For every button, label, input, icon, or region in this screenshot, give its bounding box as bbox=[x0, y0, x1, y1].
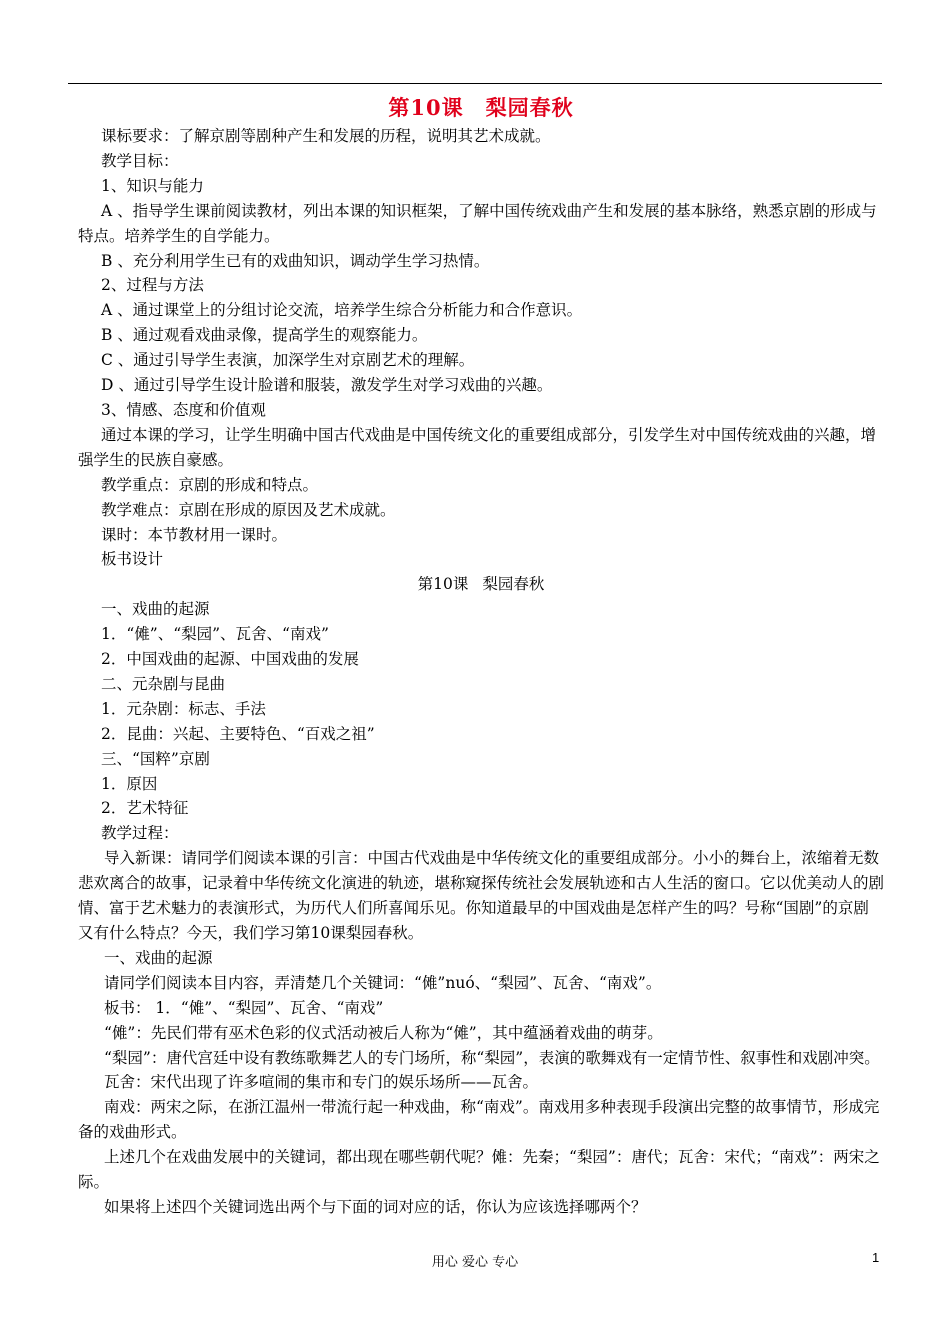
board-item: 2．中国戏曲的起源、中国戏曲的发展 bbox=[101, 650, 359, 669]
process-paragraph: 板书： 1．“傩”、“梨园”、瓦舍、“南戏” bbox=[104, 998, 384, 1017]
footer-motto: 用心 爱心 专心 bbox=[431, 1255, 519, 1270]
board-title-lesson: 第10课 bbox=[417, 575, 469, 594]
board-title-name: 梨园春秋 bbox=[482, 575, 545, 594]
goal-section-2: 2、过程与方法 bbox=[101, 276, 204, 295]
curriculum-requirement: 课标要求：了解京剧等剧种产生和发展的历程，说明其艺术成就。 bbox=[101, 127, 551, 145]
board-item: 2．昆曲：兴起、主要特色、“百戏之祖” bbox=[101, 724, 375, 743]
board-item: 一、戏曲的起源 bbox=[101, 600, 210, 619]
process-heading: 教学过程： bbox=[101, 824, 179, 843]
header-rule bbox=[68, 83, 882, 84]
board-item: 1．“傩”、“梨园”、瓦舍、“南戏” bbox=[101, 625, 329, 644]
board-item: 三、“国粹”京剧 bbox=[101, 749, 210, 768]
process-paragraph: 上述几个在戏曲发展中的关键词，都出现在哪些朝代呢？傩：先秦；“梨园”：唐代；瓦舍：宋代；“南戏”：两宋之际。 bbox=[78, 1148, 880, 1192]
page-title bbox=[78, 92, 884, 124]
board-design-heading: 板书设计 bbox=[101, 550, 164, 569]
teaching-goals-heading: 教学目标： bbox=[101, 151, 179, 170]
process-paragraph: “梨园”：唐代宫廷中设有教练歌舞艺人的专门场所，称“梨园”，表演的歌舞戏有一定情节性、叙事性和戏剧冲突。 bbox=[104, 1048, 880, 1067]
process-paragraph: 一、戏曲的起源 bbox=[104, 948, 213, 967]
title-name: 梨园春秋 bbox=[485, 95, 574, 120]
board-item: 2．艺术特征 bbox=[101, 799, 189, 818]
class-hours: 课时：本节教材用一课时。 bbox=[101, 525, 288, 544]
process-paragraph: “傩”：先民们带有巫术色彩的仪式活动被后人称为“傩”，其中蕴涵着戏曲的萌芽。 bbox=[104, 1023, 663, 1042]
board-item: 1．原因 bbox=[101, 774, 158, 793]
page-number: 1 bbox=[872, 1250, 880, 1265]
teaching-focus: 教学重点：京剧的形成和特点。 bbox=[101, 475, 319, 494]
goal-2a: A 、通过课堂上的分组讨论交流，培养学生综合分析能力和合作意识。 bbox=[101, 301, 583, 320]
goal-section-3: 3、情感、态度和价值观 bbox=[101, 400, 266, 419]
goal-3-text: 通过本课的学习，让学生明确中国古代戏曲是中国传统文化的重要组成部分，引发学生对中国传统戏曲的兴趣，增强学生的民族自豪感。 bbox=[78, 425, 877, 469]
title-lesson: 第10课 bbox=[388, 95, 464, 120]
board-title bbox=[78, 572, 884, 597]
process-paragraph: 如果将上述四个关键词选出两个与下面的词对应的话，你认为应该选择哪两个？ bbox=[104, 1197, 647, 1216]
goal-1a: A 、指导学生课前阅读教材，列出本课的知识框架，了解中国传统戏曲产生和发展的基本脉络，熟悉京剧的形成与特点。培养学生的自学能力。 bbox=[78, 201, 877, 245]
process-paragraph: 南戏：两宋之际，在浙江温州一带流行起一种戏曲，称“南戏”。南戏用多种表现手段演出完整的故事情节，形成完备的戏曲形式。 bbox=[78, 1098, 880, 1142]
goal-section-1: 1、知识与能力 bbox=[101, 176, 204, 195]
process-paragraph: 瓦舍：宋代出现了许多喧闹的集市和专门的娱乐场所——瓦舍。 bbox=[104, 1073, 539, 1092]
goal-2b: B 、通过观看戏曲录像，提高学生的观察能力。 bbox=[101, 326, 428, 345]
process-paragraph: 导入新课：请同学们阅读本课的引言：中国古代戏曲是中华传统文化的重要组成部分。小小的舞台上，浓缩着无数悲欢离合的故事，记录着中华传统文化演进的轨迹，堪称窥探传统社会发展轨迹和古人生活的窗口。它以优美动人的剧情、富于艺术魅力的表演形式，为历代人们所喜闻乐见。你知道最早的中国戏曲是怎样产生的吗？号称“国剧”的京剧又有什么特点？今天，我们学习第10课梨园春秋。 bbox=[78, 849, 885, 942]
process-paragraph: 请同学们阅读本目内容，弄清楚几个关键词：“傩”nuó、“梨园”、瓦舍、“南戏”。 bbox=[104, 973, 662, 992]
goal-2d: D 、通过引导学生设计脸谱和服装，激发学生对学习戏曲的兴趣。 bbox=[101, 376, 553, 395]
goal-2c: C 、通过引导学生表演，加深学生对京剧艺术的理解。 bbox=[101, 351, 475, 370]
board-item: 二、元杂剧与昆曲 bbox=[101, 674, 226, 693]
board-item: 1．元杂剧：标志、手法 bbox=[101, 699, 266, 718]
teaching-difficulty: 教学难点：京剧在形成的原因及艺术成就。 bbox=[101, 500, 396, 519]
document-body bbox=[78, 92, 884, 1220]
goal-1b: B 、充分利用学生已有的戏曲知识，调动学生学习热情。 bbox=[101, 251, 490, 270]
